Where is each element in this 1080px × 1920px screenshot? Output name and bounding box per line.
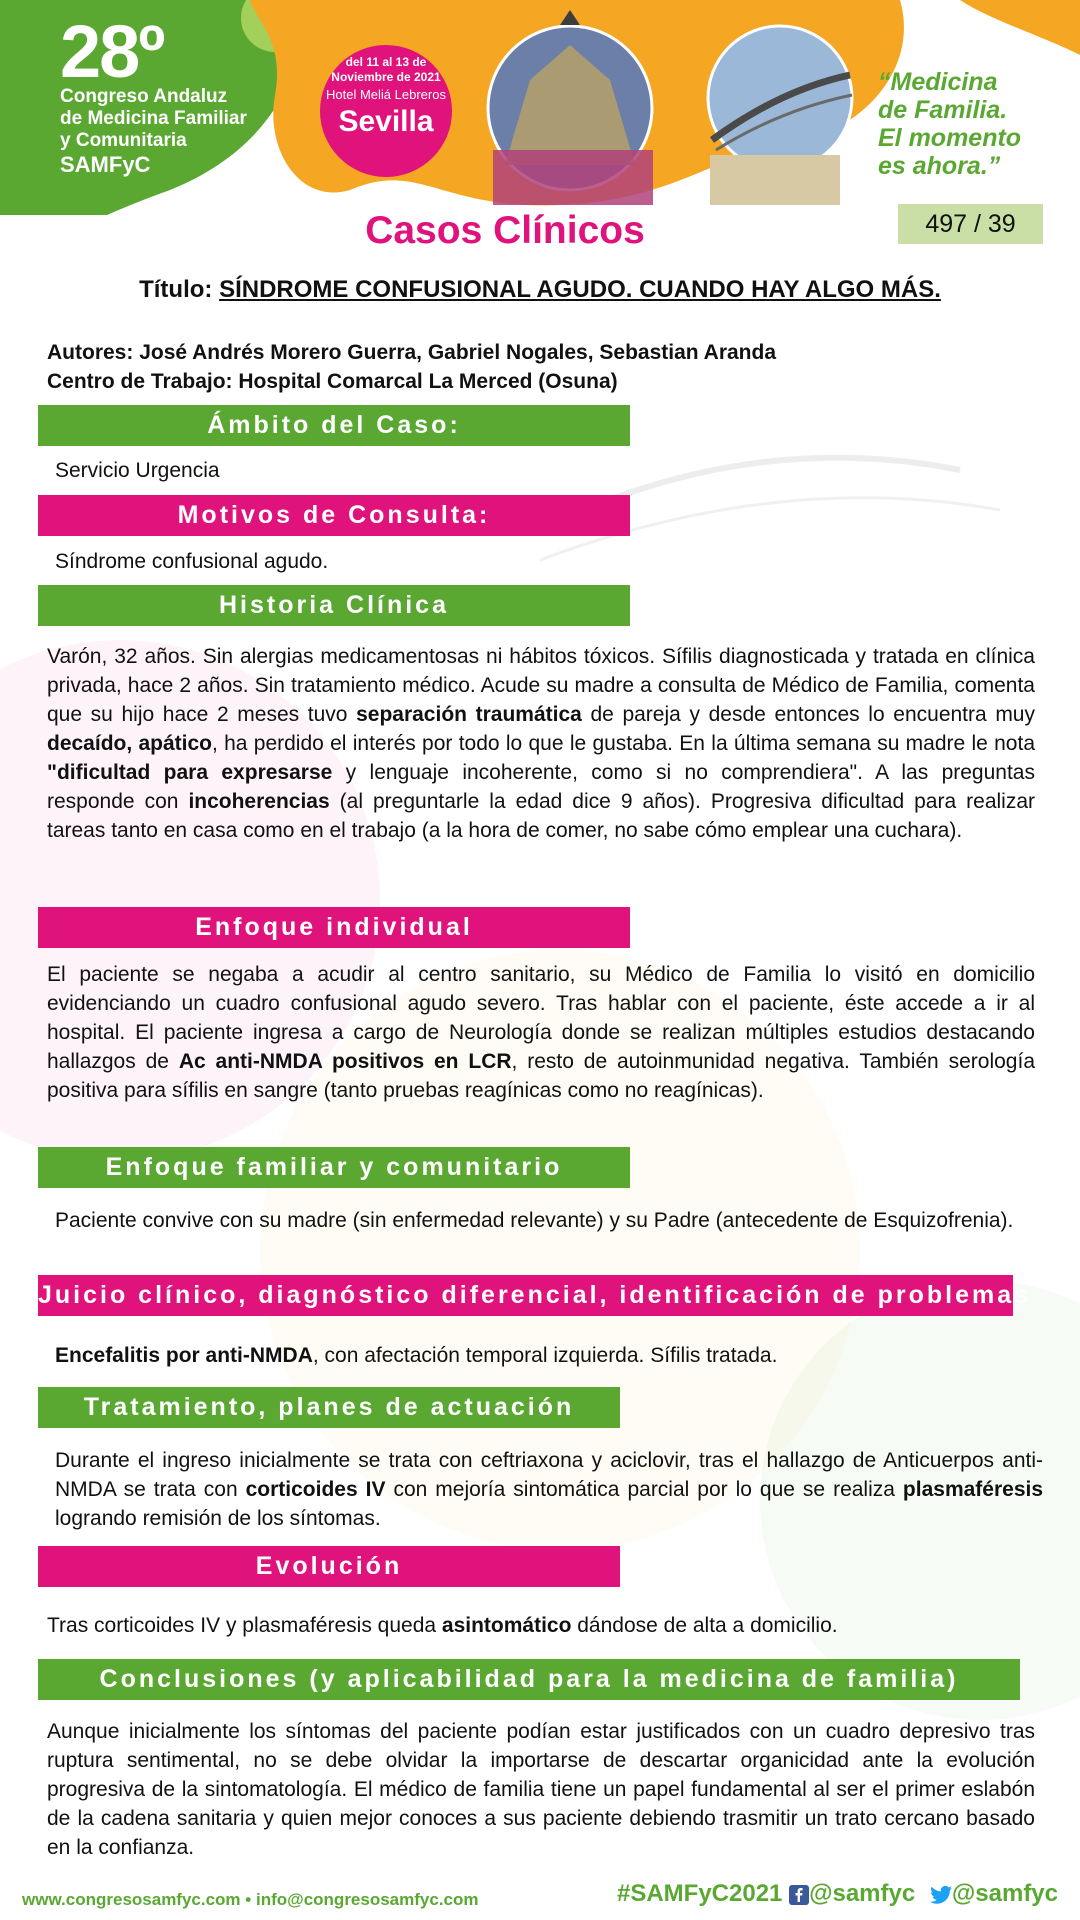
section-heading-individual: Enfoque individual: [38, 907, 630, 948]
text-run: dándose de alta a domicilio.: [571, 1614, 838, 1637]
emphasis-run: decaído, apático: [47, 732, 212, 755]
section-heading-familiar: Enfoque familiar y comunitario: [38, 1147, 630, 1188]
emphasis-run: plasmaféresis: [902, 1478, 1044, 1501]
congress-logo: [60, 10, 247, 178]
case-number: 497 / 39: [898, 204, 1043, 244]
authors-block: [47, 338, 776, 396]
section-heading-motivos: Motivos de Consulta:: [38, 495, 630, 536]
authors-names: José Andrés Morero Guerra, Gabriel Nogales, Sebastian Aranda: [139, 341, 777, 364]
emphasis-run: Encefalitis por anti-NMDA: [55, 1344, 313, 1367]
work-center-label: Centro de Trabajo:: [47, 370, 233, 393]
document-type-heading: Casos Clínicos: [365, 209, 645, 252]
date-line: Noviembre de 2021: [331, 70, 441, 84]
facebook-icon[interactable]: [789, 1885, 809, 1905]
section-text-conclusiones: Aunque inicialmente los síntomas del paciente podían estar justificados con un cuadro depresivo tras ruptura sentimental, no se debe olvidar la importarse de descartar organicidad ante la evolución progresiva de la sintomatología. El médico de familia tiene un papel fundamental al ser el primer eslabón de la cadena sanitaria y quien mejor conoces a sus paciente debiendo trasmitir un trato cercano basado en la confianza.: [47, 1720, 1035, 1859]
section-heading-evolucion: Evolución: [38, 1546, 620, 1587]
slogan-line: “Medicina: [878, 68, 998, 96]
slogan-line: es ahora.”: [878, 152, 1001, 180]
section-text-tratamiento: [55, 1446, 1043, 1533]
authors-label: Autores:: [47, 341, 134, 364]
section-text-historia: [47, 642, 1035, 845]
twitter-handle[interactable]: @samfyc: [951, 1880, 1058, 1907]
text-run: Tras corticoides IV y plasmaféresis queda: [47, 1614, 442, 1637]
slogan-line: de Familia.: [878, 96, 1008, 124]
slogan: [878, 68, 1021, 180]
section-heading-tratamiento: Tratamiento, planes de actuación: [38, 1387, 620, 1428]
text-run: El paciente se negaba a acudir al centro sanitario, su Médico de Familia lo visitó en domicilio evidenciando un cuadro confusional agudo severo. Tras hablar con el paciente, éste accede a ir al hospital. El paciente ingresa a cargo de Neurología donde se realizan múltiples estudios destacando hallazgos de: [47, 963, 1035, 1073]
emphasis-run: asintomático: [441, 1614, 572, 1637]
section-text-evolucion: [47, 1611, 1035, 1640]
section-text-individual: [47, 960, 1035, 1105]
text-run: y lenguaje incoherente, como si no comprendiera". A las preguntas responde con: [47, 761, 1035, 813]
city-name: Sevilla: [338, 105, 434, 138]
twitter-icon[interactable]: [930, 1885, 952, 1905]
text-run: , resto de autoinmunidad negativa. También serología positiva para sífilis en sangre (tanto pruebas reagínicas como no reagínicas).: [47, 1050, 1035, 1102]
work-center-name: Hospital Comarcal La Merced (Osuna): [238, 370, 618, 393]
section-heading-ambito: Ámbito del Caso:: [38, 405, 630, 446]
hashtag: #SAMFyC2021: [616, 1880, 783, 1907]
section-heading-conclusiones: Conclusiones (y aplicabilidad para la medicina de familia): [38, 1659, 1020, 1700]
congress-name-line: y Comunitaria: [60, 130, 187, 151]
authors-line: [47, 338, 776, 367]
emphasis-run: Ac anti-NMDA positivos en LCR: [178, 1050, 512, 1073]
emphasis-run: incoherencias: [188, 790, 330, 813]
section-text-juicio: [55, 1341, 1043, 1370]
email-link[interactable]: info@congresosamfyc.com: [255, 1890, 479, 1909]
text-run: con mejoría sintomática parcial por lo que se realiza: [385, 1478, 903, 1501]
section-heading-historia: Historia Clínica: [38, 585, 630, 626]
section-text-ambito: Servicio Urgencia: [55, 459, 220, 482]
text-run: Varón, 32 años. Sin alergias medicamentosas ni hábitos tóxicos. Sífilis diagnosticada y tratada en clínica privada, hace 2 años. Sin tratamiento médico. Acude su madre a consulta de Médico de Familia, comenta que su hijo hace 2 meses tuvo: [47, 645, 1035, 726]
congress-name-line: de Medicina Familiar: [60, 108, 247, 129]
footer-social: [617, 1880, 1058, 1908]
footer-contact: [22, 1890, 479, 1910]
organization-name: SAMFyC: [60, 152, 151, 177]
website-link[interactable]: www.congresosamfyc.com: [22, 1890, 241, 1909]
emphasis-run: "dificultad para expresarse: [47, 761, 333, 784]
section-heading-juicio: Juicio clínico, diagnóstico diferencial, identificación de problemas: [38, 1275, 1013, 1316]
emphasis-run: separación traumática: [356, 703, 582, 726]
text-run: de pareja y desde entonces lo encuentra muy: [581, 703, 1035, 726]
congress-name-line: Congreso Andaluz: [60, 86, 228, 107]
text-run: Durante el ingreso inicialmente se trata con ceftriaxona y aciclovir, tras el hallazgo de Anticuerpos anti-NMDA se trata con: [55, 1449, 1043, 1501]
text-run: , con afectación temporal izquierda. Sífilis tratada.: [312, 1344, 778, 1367]
footer-separator: •: [245, 1890, 252, 1909]
edition-number: 28º: [60, 10, 164, 93]
slogan-line: El momento: [878, 124, 1022, 152]
facebook-handle[interactable]: @samfyc: [809, 1880, 916, 1907]
emphasis-run: corticoides IV: [245, 1478, 386, 1501]
text-run: (al preguntarle la edad dice 9 años). Progresiva dificultad para realizar tareas tanto en casa como en el trabajo (a la hora de comer, no sabe cómo emplear una cuchara).: [47, 790, 1036, 842]
date-line: del 11 al 13 de: [345, 55, 427, 69]
text-run: logrando remisión de los síntomas.: [55, 1507, 381, 1530]
section-text-familiar: Paciente convive con su madre (sin enfermedad relevante) y su Padre (antecedente de Esquizofrenia).: [55, 1209, 1014, 1232]
work-center-line: [47, 367, 776, 396]
text-run: , ha perdido el interés por todo lo que le gustaba. En la última semana su madre le nota: [212, 732, 1035, 755]
section-text-motivos: Síndrome confusional agudo.: [55, 550, 329, 573]
title-label: Título:: [139, 276, 213, 303]
date-badge: [320, 45, 452, 177]
title-text: SÍNDROME CONFUSIONAL AGUDO. CUANDO HAY ALGO MÁS.: [219, 276, 941, 303]
hotel-name: Hotel Meliá Lebreros: [326, 87, 446, 102]
case-title: [0, 276, 1080, 304]
